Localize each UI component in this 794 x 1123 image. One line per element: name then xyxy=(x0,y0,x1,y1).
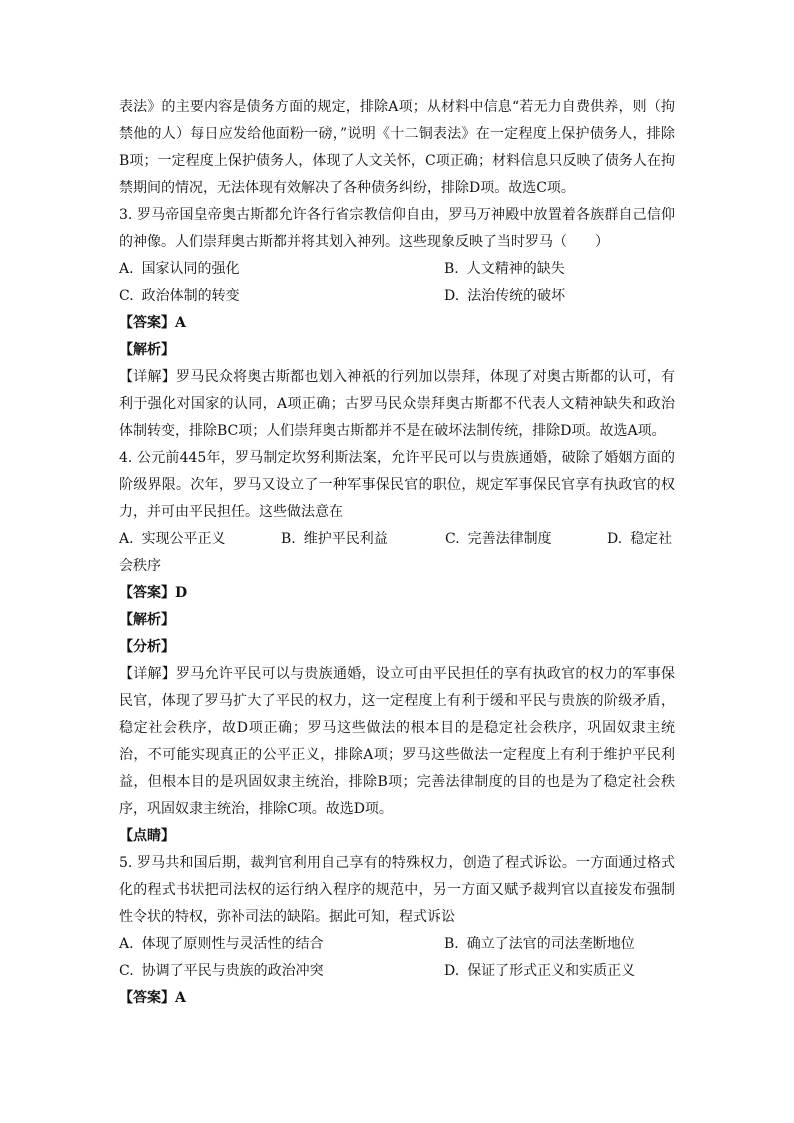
intro-paragraph: 表法》的主要内容是债务方面的规定，排除A项；从材料中信息“若无力自费供养，则（拘禁他的人）每日应发给他面粉一磅，”说明《十二铜表法》在一定程度上保护债务人，排除B项；一定程度上保护债务人，体现了人文关怀，C项正确；材料信息只反映了债务人在拘禁期间的情况，无法体现有效解决了各种债务纠纷，排除D项。故选C项。 xyxy=(119,99,675,196)
option-d: D. 稳定社 xyxy=(607,531,673,547)
detail-paragraph: 【详解】罗马民众将奥古斯都也划入神祇的行列加以崇拜，体现了对奥古斯都的认可，有利于强化对国家的认同，A项正确；古罗马民众崇拜奥古斯都不代表人文精神缺失和政治体制转变，排除BC项；人们崇拜奥古斯都并不是在破坏法制传统，排除D项。故选A项。 xyxy=(119,369,675,439)
question-4-stem: 4. 公元前445年，罗马制定坎努利斯法案，允许平民可以与贵族通婚，破除了婚姻方面的阶级界限。次年，罗马又设立了一种军事保民官的职位，规定军事保民官享有执政官的权力，并可由平民担任。这些做法意在 xyxy=(119,450,675,520)
option-a: A. 国家认同的强化 xyxy=(119,261,240,277)
document-page xyxy=(119,94,675,1012)
option-b: B. 确立了法官的司法垄断地位 xyxy=(444,936,635,952)
analysis-label: 【解析】 xyxy=(119,612,175,628)
option-c: C. 政治体制的转变 xyxy=(119,288,240,304)
answer-label: 【答案】A xyxy=(119,315,186,331)
fenxi-label: 【分析】 xyxy=(119,639,175,655)
option-d: D. 法治传统的破坏 xyxy=(444,288,566,304)
option-d-continuation: 会秩序 xyxy=(119,558,161,574)
option-b: B. 人文精神的缺失 xyxy=(444,261,565,277)
option-c: C. 协调了平民与贵族的政治冲突 xyxy=(119,963,324,979)
analysis-label: 【解析】 xyxy=(119,342,175,358)
detail-paragraph: 【详解】罗马允许平民可以与贵族通婚，设立可由平民担任的享有执政官的权力的军事保民官，体现了罗马扩大了平民的权力，这一定程度上有利于缓和平民与贵族的阶级矛盾，稳定社会秩序，故D项正确；罗马这些做法的根本目的是稳定社会秩序，巩固奴隶主统治，不可能实现真正的公平正义，排除A项；罗马这些做法一定程度上有利于维护平民利益，但根本目的是巩固奴隶主统治，排除B项；完善法律制度的目的也是为了稳定社会秩序，巩固奴隶主统治，排除C项。故选D项。 xyxy=(119,666,675,817)
option-c: C. 完善法律制度 xyxy=(445,531,552,547)
answer-label: 【答案】A xyxy=(119,990,186,1006)
option-b: B. 维护平民利益 xyxy=(281,531,388,547)
dianjing-label: 【点睛】 xyxy=(119,828,175,844)
question-3-stem: 3. 罗马帝国皇帝奥古斯都允许各行省宗教信仰自由，罗马万神殿中放置着各族群自己信仰的神像。人们崇拜奥古斯都并将其划入神列。这些现象反映了当时罗马（ ） xyxy=(119,207,675,250)
option-a: A. 实现公平正义 xyxy=(119,531,226,547)
question-5-stem: 5. 罗马共和国后期，裁判官利用自己享有的特殊权力，创造了程式诉讼。一方面通过格式化的程式书状把司法权的运行纳入程序的规范中，另一方面又赋予裁判官以直接发布强制性令状的特权，弥补司法的缺陷。据此可知，程式诉讼 xyxy=(119,855,675,925)
option-a: A. 体现了原则性与灵活性的结合 xyxy=(119,936,324,952)
question-3-options xyxy=(119,256,675,310)
question-4-options xyxy=(119,526,675,553)
answer-label: 【答案】D xyxy=(119,585,188,601)
option-d: D. 保证了形式正义和实质正义 xyxy=(444,963,636,979)
question-5-options xyxy=(119,931,675,985)
